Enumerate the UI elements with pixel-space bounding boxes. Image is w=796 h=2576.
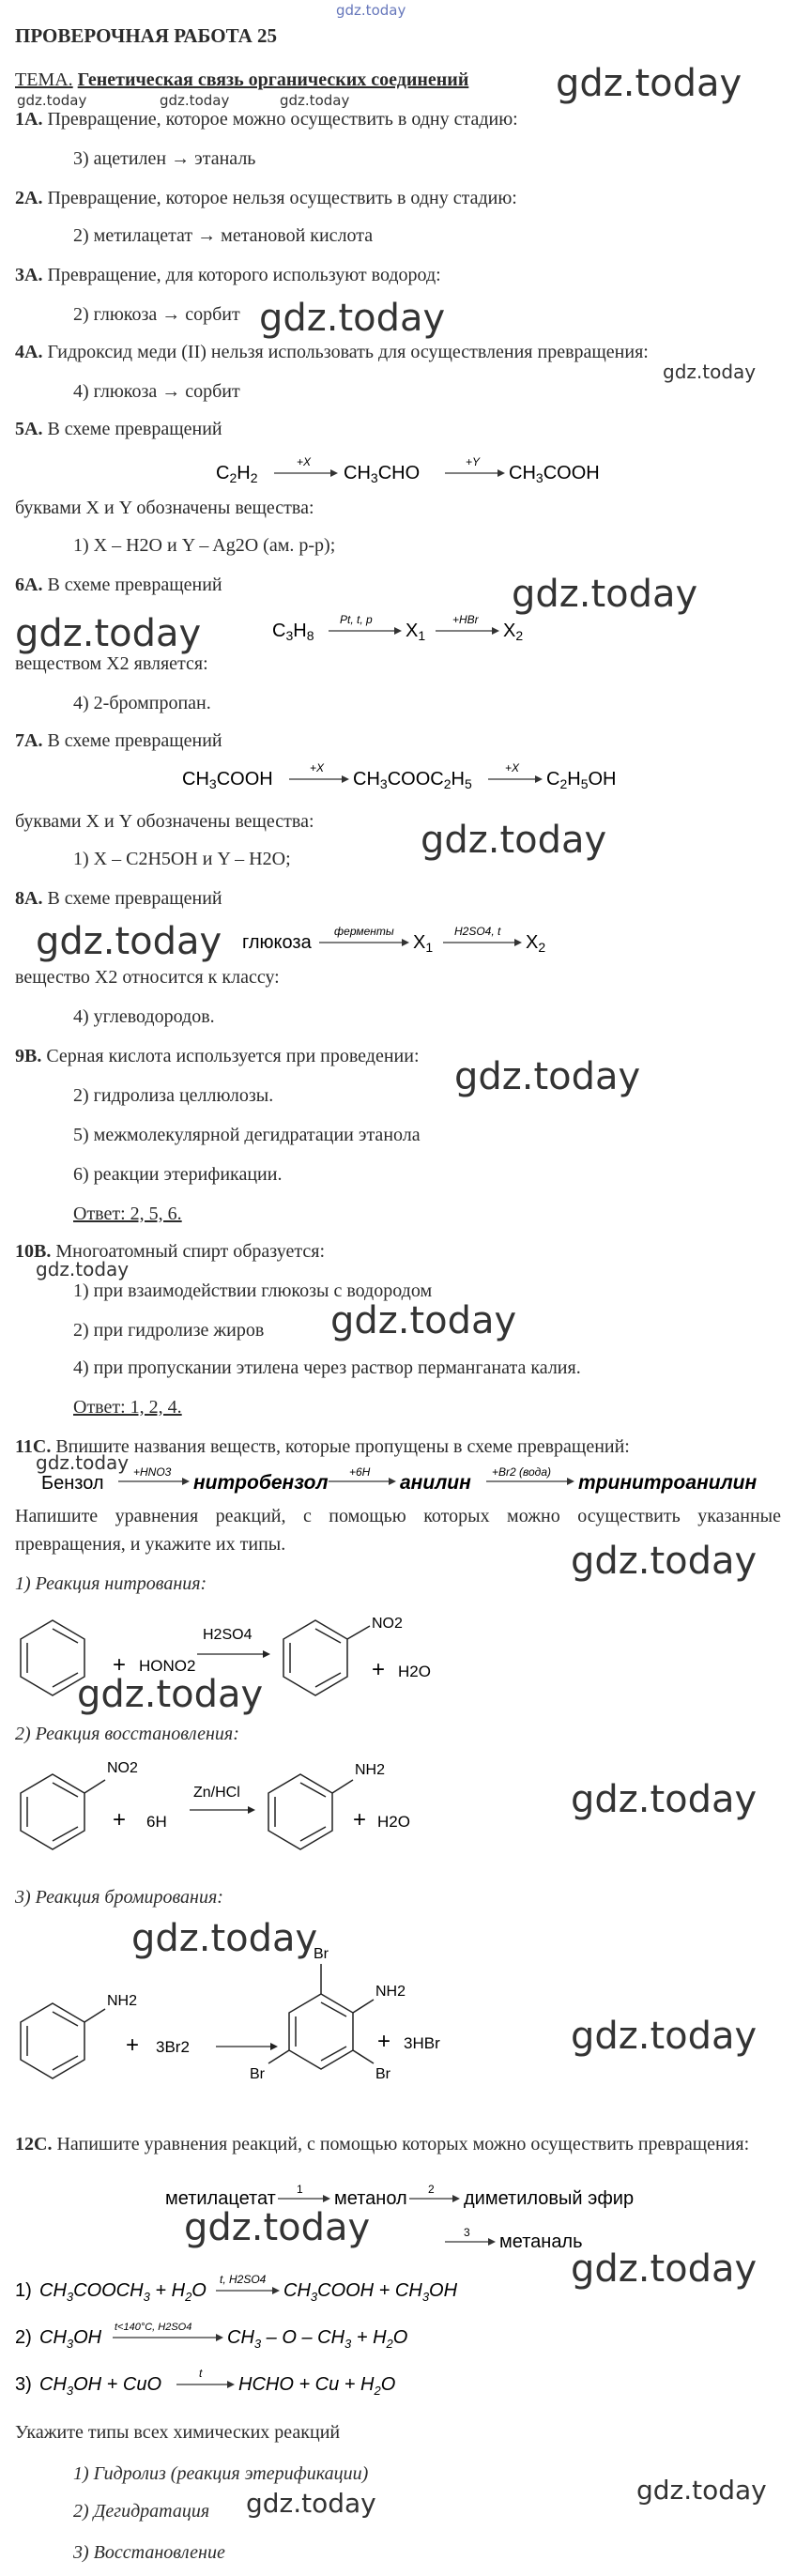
reaction-types-title: Укажите типы всех химических реакций bbox=[15, 2422, 341, 2443]
question-12 bbox=[15, 2131, 781, 2157]
scheme-12-c: диметиловый эфир bbox=[464, 2188, 635, 2209]
question-8 bbox=[15, 888, 222, 910]
question-text: В схеме превращений bbox=[47, 888, 222, 909]
scheme-11-d: тринитроанилин bbox=[578, 1472, 758, 1494]
scheme-5-arrow-label: +Y bbox=[466, 455, 481, 468]
answer-6: 4) 2-бромпропан. bbox=[73, 693, 211, 713]
watermark: gdz.today bbox=[571, 1540, 758, 1583]
answer-3: 2) глюкоза → сорбит bbox=[73, 304, 240, 325]
question-text: Серная кислота используется при проведении: bbox=[46, 1046, 420, 1066]
question-8-text2: вещество X2 относится к классу: bbox=[15, 967, 280, 988]
question-number: 4А. bbox=[15, 342, 43, 362]
bromine-label: Br bbox=[314, 1946, 329, 1962]
scheme-6-arrow-label: Pt, t, p bbox=[340, 613, 373, 626]
answer-2: 2) метилацетат → метановой кислота bbox=[73, 225, 374, 246]
reaction-2-title: 2) Реакция восстановления: bbox=[15, 1724, 239, 1744]
substituent-label: NO2 bbox=[372, 1616, 403, 1632]
question-number: 12С. bbox=[15, 2134, 53, 2154]
answer-4: 4) глюкоза → сорбит bbox=[73, 381, 240, 402]
answer-9: Ответ: 2, 5, 6. bbox=[73, 1204, 182, 1224]
equation-number: 2) bbox=[15, 2327, 32, 2348]
watermark: gdz.today bbox=[17, 92, 87, 109]
benzene-ring bbox=[21, 1620, 84, 1695]
scheme-8-b: $X_1$ bbox=[413, 932, 434, 955]
bromine-label: Br bbox=[250, 2066, 265, 2082]
watermark: gdz.today bbox=[330, 1299, 517, 1342]
scheme-7-arrow-label: +X bbox=[505, 761, 520, 774]
question-text: Гидроксид меди (II) нельзя использовать для осуществления превращения: bbox=[47, 342, 649, 362]
question-1 bbox=[15, 109, 518, 130]
watermark: gdz.today bbox=[280, 92, 350, 109]
equation-number: 3) bbox=[15, 2374, 32, 2395]
answer-1: 3) ацетилен → этаналь bbox=[73, 148, 256, 169]
answer-7: 1) X – C2H5OH и Y – H2O; bbox=[73, 849, 291, 869]
nitrobenzene-ring bbox=[283, 1620, 370, 1695]
list-item: 2) гидролиза целлюлозы. bbox=[73, 1085, 274, 1106]
scheme-11-c: анилин bbox=[400, 1472, 471, 1494]
question-7-text2: буквами X и Y обозначены вещества: bbox=[15, 811, 314, 832]
reaction-condition: Zn/HCl bbox=[193, 1785, 240, 1801]
reaction-type: 1) Гидролиз (реакция этерификации) bbox=[73, 2463, 369, 2484]
watermark: gdz.today bbox=[636, 2475, 767, 2506]
question-text: Напишите уравнения реакций, с помощью которых можно осуществить превращения: bbox=[56, 2134, 750, 2154]
watermark: gdz.today bbox=[15, 612, 202, 655]
scheme-12-step: 2 bbox=[428, 2184, 435, 2196]
question-9 bbox=[15, 1046, 420, 1067]
equation-3-lhs: $CH_3OH$ + CuO bbox=[39, 2374, 162, 2398]
list-item: 5) межмолекулярной дегидратации этанола bbox=[73, 1125, 421, 1145]
plus-sign: + bbox=[372, 1657, 386, 1682]
watermark: gdz.today bbox=[454, 1055, 641, 1098]
scheme-5 bbox=[207, 451, 601, 488]
question-6 bbox=[15, 575, 222, 596]
equations-12 bbox=[15, 2272, 597, 2413]
question-number: 1А. bbox=[15, 109, 43, 130]
answer-8: 4) углеводородов. bbox=[73, 1006, 215, 1027]
watermark: gdz.today bbox=[131, 1917, 318, 1960]
scheme-7 bbox=[175, 759, 625, 796]
watermark: gdz.today bbox=[512, 573, 698, 616]
reaction-3-title: 3) Реакция бромирования: bbox=[15, 1887, 223, 1908]
reagent: 6H bbox=[146, 1813, 167, 1831]
watermark: gdz.today bbox=[36, 1258, 130, 1280]
scheme-5-a: $C_2H_2$ bbox=[216, 463, 258, 485]
topic-text: Генетическая связь органических соединений bbox=[77, 69, 469, 90]
scheme-11 bbox=[15, 1464, 785, 1498]
reagent: 3Br2 bbox=[156, 2038, 190, 2056]
question-number: 7А. bbox=[15, 730, 43, 751]
scheme-12-b: метанол bbox=[334, 2188, 407, 2209]
substituent-label: NO2 bbox=[107, 1760, 138, 1776]
question-5 bbox=[15, 419, 222, 440]
top-watermark: gdz.today bbox=[336, 2, 406, 19]
nitrobenzene-ring bbox=[21, 1774, 105, 1849]
question-6-text2: веществом X2 является: bbox=[15, 653, 208, 674]
question-4 bbox=[15, 342, 649, 363]
scheme-7-b: $CH_3COOC_2H_5$ bbox=[353, 769, 472, 791]
equation-condition: t<140°C, H2SO4 bbox=[115, 2322, 192, 2333]
question-3 bbox=[15, 265, 441, 286]
reaction-2-scheme bbox=[15, 1752, 428, 1864]
question-text: В схеме превращений bbox=[47, 575, 222, 595]
question-number: 5А. bbox=[15, 419, 43, 439]
watermark: gdz.today bbox=[571, 2247, 758, 2291]
watermark: gdz.today bbox=[36, 920, 222, 963]
scheme-8-arrow-label: ферменты bbox=[334, 925, 394, 938]
question-text: Превращение, для которого используют водород: bbox=[47, 265, 441, 285]
list-item: 6) реакции этерификации. bbox=[73, 1164, 283, 1185]
list-item: 4) при пропускании этилена через раствор перманганата калия. bbox=[73, 1357, 581, 1378]
question-text: В схеме превращений bbox=[47, 730, 222, 751]
plus-sign: + bbox=[113, 1807, 127, 1832]
scheme-6 bbox=[263, 610, 563, 648]
scheme-12-step: 3 bbox=[464, 2226, 470, 2239]
scheme-7-c: $C_2H_5OH$ bbox=[546, 769, 617, 791]
equation-condition: t bbox=[199, 2367, 203, 2380]
list-item: 2) при гидролизе жиров bbox=[73, 1320, 265, 1341]
watermark: gdz.today bbox=[77, 1673, 264, 1716]
question-number: 11С. bbox=[15, 1436, 52, 1457]
byproduct: 3HBr bbox=[404, 2034, 440, 2052]
plus-sign: + bbox=[113, 1652, 127, 1678]
list-item: 1) при взаимодействии глюкозы с водородом bbox=[73, 1280, 433, 1301]
byproduct: H2O bbox=[398, 1663, 431, 1680]
plus-sign: + bbox=[377, 2029, 391, 2054]
question-text: В схеме превращений bbox=[47, 419, 222, 439]
scheme-5-arrow-label: +X bbox=[297, 455, 312, 468]
scheme-8-a: глюкоза bbox=[242, 932, 312, 953]
equation-1-rhs: $CH_3COOH + CH_3OH$ bbox=[283, 2280, 458, 2304]
scheme-6-b: $X_1$ bbox=[406, 621, 426, 643]
equation-number: 1) bbox=[15, 2280, 32, 2301]
scheme-12-d: метаналь bbox=[499, 2231, 583, 2252]
question-2 bbox=[15, 188, 517, 209]
question-text: Превращение, которое можно осуществить в одну стадию: bbox=[47, 109, 518, 130]
byproduct: H2O bbox=[377, 1813, 410, 1831]
scheme-11-arrow-label: +6H bbox=[349, 1465, 371, 1479]
substituent-label: NH2 bbox=[375, 1984, 406, 2000]
scheme-7-a: $CH_3COOH$ bbox=[182, 769, 273, 791]
question-number: 10В. bbox=[15, 1241, 52, 1262]
answer-5: 1) X – H2O и Y – Ag2O (ам. р-р); bbox=[73, 535, 336, 556]
plus-sign: + bbox=[353, 1807, 367, 1832]
scheme-5-b: $CH_3CHO$ bbox=[344, 463, 421, 485]
watermark: gdz.today bbox=[160, 92, 230, 109]
aniline-ring bbox=[21, 2003, 105, 2078]
answer-10: Ответ: 1, 2, 4. bbox=[73, 1397, 182, 1418]
question-text: Превращение, которое нельзя осуществить в одну стадию: bbox=[47, 188, 517, 208]
watermark: gdz.today bbox=[36, 1451, 130, 1474]
scheme-12-step: 1 bbox=[297, 2184, 303, 2196]
watermark: gdz.today bbox=[259, 297, 446, 340]
scheme-11-a: Бензол bbox=[41, 1473, 104, 1494]
equation-1-lhs: $CH_3COOCH_3 + H_2O$ bbox=[39, 2280, 207, 2304]
scheme-8-c: $X_2$ bbox=[526, 932, 546, 955]
equation-3-rhs: HCHO + $Cu + H_2O$ bbox=[238, 2374, 396, 2398]
watermark: gdz.today bbox=[421, 819, 607, 862]
watermark: gdz.today bbox=[246, 2488, 376, 2519]
question-text: Многоатомный спирт образуется: bbox=[55, 1241, 326, 1262]
equation-condition: t, H2SO4 bbox=[220, 2273, 267, 2286]
scheme-5-c: $CH_3COOH$ bbox=[509, 463, 600, 485]
scheme-11-arrow-label: +Br2 (вода) bbox=[492, 1465, 551, 1479]
substituent-label: NH2 bbox=[355, 1762, 386, 1778]
page-title: ПРОВЕРОЧНАЯ РАБОТА 25 bbox=[15, 24, 277, 47]
aniline-ring bbox=[268, 1774, 353, 1849]
reaction-condition: H2SO4 bbox=[203, 1627, 253, 1643]
equation-2-rhs: $CH_3 - O - CH_3 + H_2O$ bbox=[227, 2327, 408, 2351]
question-11-task: Напишите уравнения реакций, с помощью которых можно осуществить указанные превращения, и укажите их типы. bbox=[15, 1506, 781, 1555]
scheme-6-c: $X_2$ bbox=[503, 621, 524, 643]
scheme-12-a: метилацетат bbox=[165, 2188, 276, 2209]
bromine-label: Br bbox=[375, 2066, 390, 2082]
question-5-text2: буквами X и Y обозначены вещества: bbox=[15, 498, 314, 518]
reaction-3-scheme bbox=[15, 1934, 503, 2103]
equation-2-lhs: $CH_3OH$ bbox=[39, 2327, 102, 2351]
question-number: 6А. bbox=[15, 575, 43, 595]
topic-line bbox=[15, 69, 468, 91]
watermark: gdz.today bbox=[663, 360, 757, 383]
question-number: 3А. bbox=[15, 265, 43, 285]
reaction-type: 2) Дегидратация bbox=[73, 2501, 210, 2522]
scheme-8-arrow-label: H2SO4, t bbox=[454, 925, 501, 938]
question-number: 2А. bbox=[15, 188, 43, 208]
reagent: HONO2 bbox=[139, 1657, 196, 1675]
scheme-6-a: $C_3H_8$ bbox=[272, 621, 314, 643]
scheme-11-b: нитробензол bbox=[193, 1472, 329, 1494]
scheme-8 bbox=[237, 922, 574, 959]
reaction-type: 3) Восстановление bbox=[73, 2542, 225, 2563]
watermark: gdz.today bbox=[556, 62, 742, 105]
scheme-11-arrow-label: +HNO3 bbox=[133, 1465, 172, 1479]
topic-prefix: ТЕМА. bbox=[15, 69, 73, 90]
question-number: 8А. bbox=[15, 888, 43, 909]
question-7 bbox=[15, 730, 222, 752]
watermark: gdz.today bbox=[571, 1778, 758, 1821]
plus-sign: + bbox=[126, 2032, 140, 2058]
question-text: Впишите названия веществ, которые пропущены в схеме превращений: bbox=[55, 1436, 630, 1457]
tribromoaniline-ring bbox=[268, 1964, 374, 2069]
question-number: 9В. bbox=[15, 1046, 42, 1066]
reaction-1-title: 1) Реакция нитрования: bbox=[15, 1573, 207, 1594]
watermark: gdz.today bbox=[571, 2015, 758, 2058]
substituent-label: NH2 bbox=[107, 1993, 138, 2009]
scheme-7-arrow-label: +X bbox=[310, 761, 325, 774]
watermark: gdz.today bbox=[184, 2206, 371, 2249]
scheme-6-arrow-label: +HBr bbox=[452, 613, 479, 626]
